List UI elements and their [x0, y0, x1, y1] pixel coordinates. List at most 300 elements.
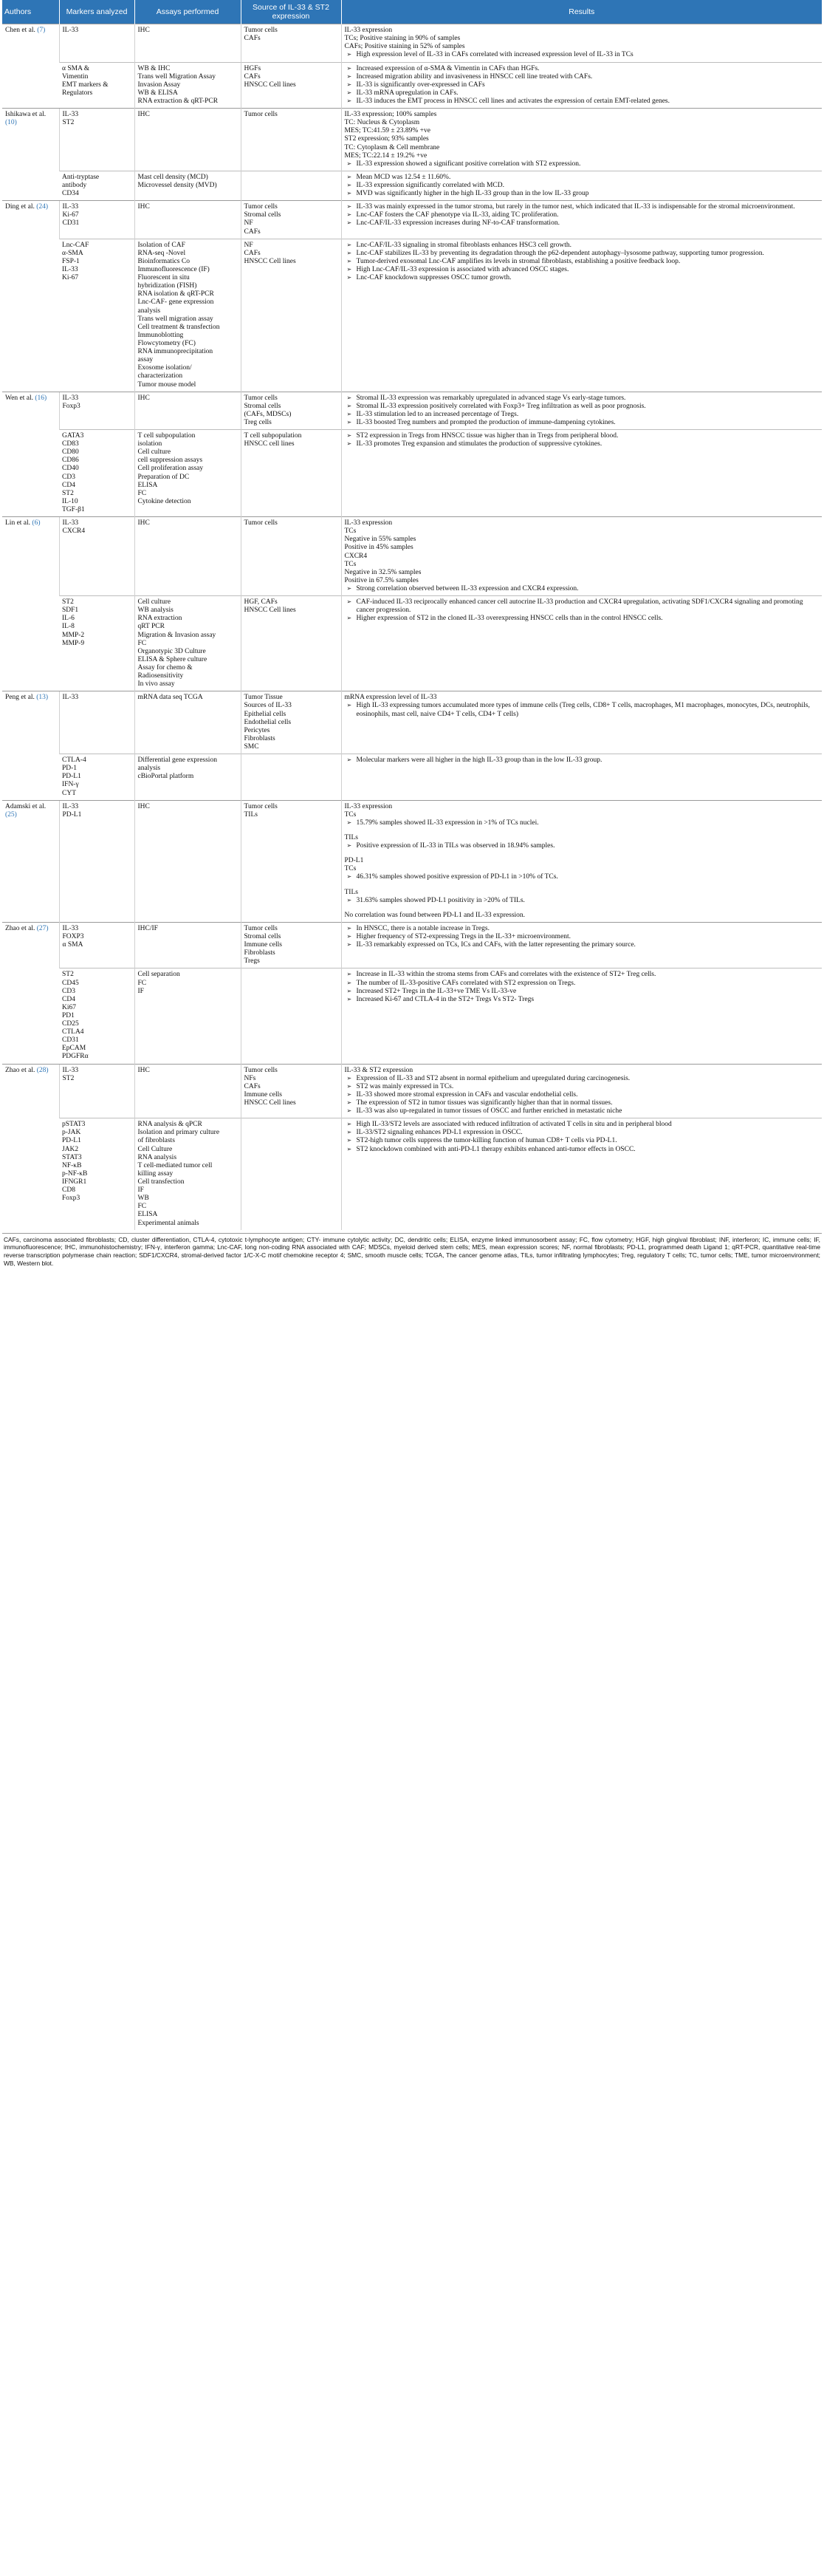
markers-item: JAK2 [62, 1145, 79, 1153]
markers-item: CD45 [62, 979, 79, 987]
source-item: Tregs [244, 957, 260, 966]
source-cell [241, 517, 341, 596]
source-item: CAFs [244, 35, 261, 43]
source-item: SMC [244, 742, 259, 751]
result-text: CAF-induced IL-33 reciprocally enhanced cancer cell autocrine IL-33 production and CXCR4 upregulation, activating SDF1/CXCR4 signaling and promoting cancer progression. [356, 598, 803, 615]
markers-item: IL-33 [62, 111, 79, 119]
markers-item: CYT [62, 789, 76, 797]
results-cell [341, 1064, 822, 1118]
result-bullet-item [345, 440, 820, 448]
markers-item: CD3 [62, 473, 75, 481]
results-list [345, 971, 820, 1003]
markers-cell [59, 201, 134, 239]
arrowhead-bullet-icon: ➢ [346, 249, 352, 256]
result-bullet-item [345, 219, 820, 228]
result-bullet-item [345, 1083, 820, 1091]
result-bullet-item [345, 702, 820, 718]
markers-item: IL-10 [62, 497, 78, 505]
markers-cell [59, 922, 134, 968]
result-bullet-item [345, 51, 820, 59]
assays-item: FC [137, 1203, 147, 1211]
result-bullet-item [345, 174, 820, 182]
result-bullet-item [345, 842, 820, 850]
table-row [2, 24, 822, 62]
assays-item: isolation [137, 440, 162, 448]
citation-link[interactable]: (24) [36, 203, 49, 211]
result-text: IL-33 showed more stromal expression in CAFs and vascular endothelial cells. [356, 1090, 578, 1099]
assays-item: mRNA data seq TCGA [137, 694, 203, 702]
assays-cell [134, 968, 241, 1064]
result-text: IL-33/ST2 signaling enhances PD-L1 expression in OSCC. [356, 1129, 523, 1137]
markers-item: CTLA-4 [62, 756, 86, 765]
arrowhead-bullet-icon: ➢ [346, 995, 352, 1002]
author-name: Wen et al. [5, 394, 34, 402]
markers-item: Anti-tryptase [62, 173, 100, 181]
result-text: High Lnc-CAF/IL-33 expression is associated with advanced OSCC stages. [356, 265, 569, 273]
markers-cell [59, 517, 134, 596]
author-name: Chen et al. [5, 27, 35, 35]
assays-item: Migration & Invasion assay [137, 631, 216, 639]
assays-item: Bioinformatics Co [137, 257, 190, 265]
arrowhead-bullet-icon: ➢ [346, 394, 352, 401]
assays-item: RNA extraction & qRT-PCR [137, 98, 219, 105]
assays-item: Lnc-CAF- gene expression [137, 298, 214, 307]
markers-item: Ki-67 [62, 211, 79, 219]
markers-item: ST2 [62, 119, 75, 127]
results-spacer [345, 850, 820, 857]
arrowhead-bullet-icon: ➢ [346, 72, 352, 80]
markers-item: STAT3 [62, 1153, 82, 1161]
result-bullet-item [345, 1137, 820, 1145]
arrowhead-bullet-icon: ➢ [346, 402, 352, 409]
markers-cell [59, 392, 134, 429]
result-text: IL-33 was mainly expressed in the tumor stroma, but rarely in the tumor nest, which indicated that IL-33 is indispensable for the stromal microenvironment. [356, 203, 795, 211]
results-spacer [345, 827, 820, 834]
result-line: TC: Cytoplasm & Cell membrane [344, 143, 440, 151]
citation-link[interactable]: (16) [35, 394, 47, 402]
result-bullet-item [345, 988, 820, 996]
author-name: Zhao et al. [5, 1066, 35, 1074]
results-cell [341, 800, 822, 922]
markers-item: p-JAK [62, 1129, 81, 1137]
markers-item: EpCAM [62, 1045, 86, 1053]
assays-item: Assay for chemo & [137, 664, 193, 672]
markers-item: PD-L1 [62, 1137, 81, 1145]
markers-item: CD40 [62, 465, 79, 473]
assays-cell [134, 754, 241, 801]
results-cell [341, 1118, 822, 1230]
header-row [2, 0, 822, 24]
source-item: Epithelial cells [244, 710, 286, 718]
result-text: Higher frequency of ST2-expressing Tregs in the IL-33+ microenvironment. [356, 932, 571, 940]
markers-item: PDGFRα [62, 1053, 89, 1061]
result-text: IL-33 expression significantly correlated with MCD. [356, 181, 505, 189]
arrowhead-bullet-icon: ➢ [346, 418, 352, 426]
assays-item: Immunoblotting [137, 331, 184, 339]
result-line: Negative in 32.5% samples [344, 568, 422, 576]
assays-item: Cell transfection [137, 1178, 185, 1186]
markers-item: IFNGR1 [62, 1178, 87, 1186]
source-cell [241, 800, 341, 922]
markers-cell [59, 1064, 134, 1118]
result-text: Lnc-CAF knockdown suppresses OSCC tumor growth. [356, 274, 512, 282]
markers-item: Regulators [62, 89, 93, 97]
arrowhead-bullet-icon: ➢ [346, 1107, 352, 1115]
citation-link[interactable]: (27) [36, 924, 49, 932]
result-line: IL-33 expression [344, 802, 393, 810]
markers-item: GATA3 [62, 432, 84, 440]
result-text: Increased migration ability and invasiveness in HNSCC cell line treated with CAFs. [356, 72, 593, 81]
result-line: Negative in 55% samples [344, 536, 416, 544]
source-item: HNSCC Cell lines [244, 1099, 296, 1107]
markers-item: CD8 [62, 1186, 75, 1195]
assays-item: Mast cell density (MCD) [137, 173, 208, 181]
result-bullet-item [345, 242, 820, 250]
result-line: mRNA expression level of IL-33 [344, 694, 437, 702]
arrowhead-bullet-icon: ➢ [346, 987, 352, 994]
markers-item: CD34 [62, 190, 79, 198]
result-bullet-item [345, 394, 820, 403]
assays-item: Cell culture [137, 448, 171, 457]
assays-item: Differential gene expression [137, 756, 217, 765]
assays-item: FC [137, 639, 147, 647]
markers-item: Foxp3 [62, 1195, 80, 1203]
arrowhead-bullet-icon: ➢ [346, 1121, 352, 1128]
assays-cell [134, 62, 241, 109]
assays-item: RNA analysis & qPCR [137, 1121, 202, 1129]
markers-item: Vimentin [62, 72, 89, 81]
results-list [345, 394, 820, 427]
markers-item: ST2 [62, 598, 74, 607]
results-list [345, 1121, 820, 1153]
assays-item: assay [137, 356, 154, 364]
source-cell [241, 691, 341, 754]
results-table [2, 0, 822, 1230]
author-cell [2, 922, 59, 1064]
markers-item: ST2 [62, 971, 74, 979]
assays-cell [134, 24, 241, 62]
result-bullet-item [345, 419, 820, 427]
header-results: Results [341, 0, 822, 24]
result-line: MES; TC:22.14 ± 19.2% +ve [344, 151, 428, 160]
result-bullet-item [345, 73, 820, 81]
result-bullet-item [345, 65, 820, 73]
results-cell [341, 239, 822, 392]
assays-item: IHC [137, 394, 150, 402]
table-row [2, 109, 822, 171]
arrowhead-bullet-icon: ➢ [346, 241, 352, 248]
result-text: Tumor-derived exosomal Lnc-CAF amplifies its levels in stromal fibroblasts, establishing a positive feedback loop. [356, 257, 681, 265]
assays-item: Fluorescent in situ [137, 274, 190, 282]
results-cell [341, 691, 822, 754]
assays-item: WB & IHC [137, 64, 171, 72]
markers-item: CD83 [62, 440, 79, 448]
arrowhead-bullet-icon: ➢ [346, 265, 352, 273]
author-name: Zhao et al. [5, 924, 35, 932]
arrowhead-bullet-icon: ➢ [346, 842, 352, 850]
author-cell [2, 517, 59, 691]
assays-item: In vivo assay [137, 680, 175, 689]
result-text: ST2 expression in Tregs from HNSCC tissue was higher than in Tregs from peripheral blood. [356, 432, 619, 440]
result-bullet-item [345, 971, 820, 979]
markers-item: CD25 [62, 1020, 79, 1028]
result-text: IL-33 promotes Treg expansion and stimulates the production of suppressive cytokines. [356, 440, 602, 448]
author-cell [2, 201, 59, 392]
result-line: TILs [344, 888, 358, 896]
result-bullet-item [345, 980, 820, 988]
source-item: Tumor cells [244, 1066, 278, 1074]
markers-item: NF-κB [62, 1161, 82, 1169]
arrowhead-bullet-icon: ➢ [346, 873, 352, 881]
results-cell [341, 754, 822, 801]
results-list [345, 203, 820, 228]
assays-item: Cell separation [137, 971, 180, 979]
results-cell [341, 62, 822, 109]
table-row [2, 62, 822, 109]
result-line: MES; TC:41.59 ± 23.89% +ve [344, 127, 430, 135]
table-row [2, 596, 822, 691]
markers-item: ST2 [62, 1074, 75, 1082]
result-bullet-item [345, 1091, 820, 1099]
markers-cell [59, 800, 134, 922]
results-cell [341, 24, 822, 62]
result-bullet-item [345, 756, 820, 765]
markers-item: PD-1 [62, 765, 78, 773]
markers-cell [59, 109, 134, 171]
result-text: Increased expression of α-SMA & Vimentin in CAFs than HGFs. [356, 64, 540, 72]
result-text: ST2 was mainly expressed in TCs. [356, 1082, 454, 1090]
markers-cell [59, 1118, 134, 1230]
arrowhead-bullet-icon: ➢ [346, 64, 352, 72]
source-item: CAFs [244, 228, 261, 236]
markers-cell [59, 239, 134, 392]
markers-item: IL-33 [62, 203, 79, 211]
assays-item: T cell-mediated tumor cell [137, 1161, 213, 1169]
result-text: IL-33 is significantly over-expressed in CAFs [356, 81, 485, 89]
result-line: TCs [344, 810, 357, 819]
assays-item: FC [137, 489, 147, 497]
table-row [2, 800, 822, 922]
citation-link[interactable]: (13) [36, 694, 49, 702]
arrowhead-bullet-icon: ➢ [346, 1137, 352, 1144]
source-cell [241, 171, 341, 200]
source-item: Stromal cells [244, 402, 281, 410]
source-cell [241, 201, 341, 239]
result-bullet-item [345, 1146, 820, 1154]
result-bullet-item [345, 615, 820, 623]
author-name: Ding et al. [5, 203, 35, 211]
table-row [2, 201, 822, 239]
results-list [345, 174, 820, 198]
citation-link[interactable]: (7) [37, 27, 46, 35]
result-text: The number of IL-33-positive CAFs correlated with ST2 expression on Tregs. [356, 979, 576, 987]
results-cell [341, 430, 822, 517]
results-cell [341, 201, 822, 239]
assays-cell [134, 392, 241, 429]
result-text: Higher expression of ST2 in the cloned IL-33 overexpressing HNSCC cells than in the control HNSCC cells. [356, 615, 663, 623]
result-bullet-item [345, 203, 820, 211]
markers-item: IL-33 [62, 265, 78, 273]
source-item: NF [244, 219, 253, 228]
result-text: 31.63% samples showed PD-L1 positivity in >20% of TILs. [356, 896, 525, 904]
source-cell [241, 596, 341, 691]
arrowhead-bullet-icon: ➢ [346, 941, 352, 949]
results-list [345, 111, 820, 168]
arrowhead-bullet-icon: ➢ [346, 432, 352, 440]
table-footnote: CAFs, carcinoma associated fibroblasts; CD, cluster differentiation, CTLA-4, cytotoxic t-lymphocyte antigen; CTY- immune cytolytic activity; DC, dendritic cells; ELISA, enzyme linked immunosorbent assay; FC, flow cytometry; HGF, high gingival fibroblast; INF, interferon; IC, immune cells; IF, immunofluorescence; IHC, immunohistochemistry; IFN-γ, interferon gamma; Lnc-CAF, long non-coding RNA associated with CAF; MDSCs, myeloid derived stem cells; MES, mean expression scores; NF, normal fibroblasts; PD-L1, programmed death Ligand 1; qRT-PCR, quantitative real-time reverse transcription polymerase chain reaction; SDF1/CXCR4, stromal-derived factor 1/C-X-C motif chemokine receptor 4; SMC, smooth muscle cells; TCGA, The cancer genome atlas, TILs, tumor infiltrating lymphocytes; Treg, regulatory T cells; TC, tumor cells; TME, tumor microenvironment; WB, Western blot. [2, 1233, 822, 1268]
citation-link[interactable]: (25) [5, 810, 17, 819]
markers-item: IL-33 [62, 519, 79, 527]
assays-cell [134, 430, 241, 517]
assays-item: Microvessel density (MVD) [137, 181, 217, 189]
assays-item: T cell subpopulation [137, 432, 196, 440]
result-bullet-item [345, 274, 820, 282]
citation-link[interactable]: (28) [36, 1066, 49, 1074]
assays-item: FC [137, 979, 147, 987]
results-spacer [345, 905, 820, 912]
assays-cell [134, 922, 241, 968]
markers-cell [59, 596, 134, 691]
author-name: Ishikawa et al. [5, 111, 47, 119]
result-bullet-item [345, 897, 820, 905]
result-text: Mean MCD was 12.54 ± 11.60%. [356, 173, 451, 181]
table-row [2, 754, 822, 801]
assays-cell [134, 109, 241, 171]
result-text: Increased Ki-67 and CTLA-4 in the ST2+ Tregs Vs ST2- Tregs [356, 995, 535, 1003]
markers-item: MMP-2 [62, 631, 85, 639]
source-item: T cell subpopulation [244, 432, 302, 440]
arrowhead-bullet-icon: ➢ [346, 211, 352, 219]
table-row [2, 922, 822, 968]
result-line: No correlation was found between PD-L1 and IL-33 expression. [344, 911, 526, 919]
result-text: Increase in IL-33 within the stroma stems from CAFs and correlates with the existence of ST2+ Treg cells. [356, 971, 656, 979]
result-bullet-item [345, 182, 820, 190]
arrowhead-bullet-icon: ➢ [346, 219, 352, 227]
result-line: TILs [344, 833, 358, 841]
source-item: TILs [244, 810, 258, 819]
assays-item: RNA isolation & qRT-PCR [137, 290, 214, 298]
table-row [2, 171, 822, 200]
markers-item: IL-8 [62, 623, 75, 631]
author-name: Adamski et al. [5, 802, 47, 810]
assays-cell [134, 171, 241, 200]
result-bullet-item [345, 996, 820, 1004]
result-text: Stromal IL-33 expression positively correlated with Foxp3+ Treg infiltration as well as poor prognosis. [356, 402, 646, 410]
markers-item: IL-33 [62, 694, 79, 702]
result-text: Molecular markers were all higher in the high IL-33 group than in the low IL-33 group. [356, 756, 602, 765]
table-row [2, 392, 822, 429]
markers-item: CD86 [62, 457, 79, 465]
markers-item: p-NF-κB [62, 1169, 88, 1178]
result-text: High IL-33 expressing tumors accumulated more types of immune cells (Treg cells, CD8+ T cells, macrophages, M1 macrophages, monocytes, DCs, neutrophils, eosinophils, mast cell, naive CD4+ T cells, CD4+ T cells) [356, 702, 810, 718]
source-item: Tumor cells [244, 111, 278, 119]
source-item: Pericytes [244, 726, 270, 734]
result-text: ST2 knockdown combined with anti-PD-L1 therapy exhibits enhanced anti-tumor effects in OSCC. [356, 1145, 636, 1153]
result-bullet-item [345, 190, 820, 198]
results-cell [341, 596, 822, 691]
markers-item: FSP-1 [62, 257, 80, 265]
table-page [2, 0, 822, 1268]
assays-item: IF [137, 987, 144, 995]
result-bullet-item [345, 411, 820, 419]
result-text: High IL-33/ST2 levels are associated with reduced infiltration of activated T cells in situ and in peripheral blood [356, 1121, 672, 1129]
author-cell [2, 109, 59, 201]
assays-item: WB analysis [137, 607, 174, 615]
source-item: HGFs [244, 64, 261, 72]
table-header [2, 0, 822, 24]
markers-item: Ki-67 [62, 274, 79, 282]
assays-item: IHC [137, 111, 150, 119]
markers-item: IL-33 [62, 394, 79, 402]
results-spacer [345, 882, 820, 889]
markers-cell [59, 968, 134, 1064]
result-bullet-item [345, 258, 820, 266]
source-item: Endothelial cells [244, 718, 292, 726]
markers-item: CD31 [62, 1036, 79, 1045]
assays-item: analysis [137, 765, 161, 773]
source-cell [241, 24, 341, 62]
assays-item: Cell culture [137, 598, 171, 607]
assays-item: Cell Culture [137, 1145, 173, 1153]
markers-cell [59, 430, 134, 517]
source-item: NFs [244, 1074, 256, 1082]
arrowhead-bullet-icon: ➢ [346, 971, 352, 978]
markers-item: IL-33 [62, 1066, 79, 1074]
assays-item: cell suppression assays [137, 457, 203, 465]
markers-item: antibody [62, 181, 87, 189]
assays-cell [134, 201, 241, 239]
assays-item: RNA analysis [137, 1153, 177, 1161]
table-row [2, 517, 822, 596]
arrowhead-bullet-icon: ➢ [346, 190, 352, 197]
result-bullet-item [345, 933, 820, 941]
markers-item: PD-L1 [62, 773, 81, 781]
results-list [345, 803, 820, 920]
assays-item: IHC [137, 802, 150, 810]
source-cell [241, 1118, 341, 1230]
citation-link[interactable]: (10) [5, 119, 17, 127]
result-text: Stromal IL-33 expression was remarkably upregulated in advanced stage Vs early-stage tumors. [356, 394, 626, 402]
markers-item: IL-6 [62, 615, 75, 623]
result-text: IL-33 boosted Treg numbers and prompted the production of immune-dampening cytokines. [356, 418, 616, 426]
assays-item: IHC [137, 519, 150, 527]
results-list [345, 519, 820, 593]
result-line: IL-33 expression [344, 27, 393, 35]
markers-item: CXCR4 [62, 527, 86, 536]
source-cell [241, 430, 341, 517]
markers-item: α SMA & [62, 64, 90, 72]
result-text: In HNSCC, there is a notable increase in Tregs. [356, 924, 490, 932]
result-bullet-item [345, 598, 820, 615]
assays-item: Flowcytometry (FC) [137, 339, 196, 347]
arrowhead-bullet-icon: ➢ [346, 274, 352, 281]
result-text: 46.31% samples showed positive expression of PD-L1 in >10% of TCs. [356, 873, 558, 881]
assays-cell [134, 517, 241, 596]
arrowhead-bullet-icon: ➢ [346, 932, 352, 940]
results-cell [341, 517, 822, 596]
markers-item: CD31 [62, 219, 80, 228]
arrowhead-bullet-icon: ➢ [346, 979, 352, 986]
markers-item: CD4 [62, 481, 75, 489]
markers-item: SDF1 [62, 607, 79, 615]
table-body [2, 24, 822, 1230]
author-name: Lin et al. [5, 519, 31, 527]
citation-link[interactable]: (6) [32, 519, 41, 527]
source-item: Tumor Tissue [244, 694, 283, 702]
assays-item: WB [137, 1195, 149, 1203]
source-cell [241, 922, 341, 968]
source-cell [241, 109, 341, 171]
